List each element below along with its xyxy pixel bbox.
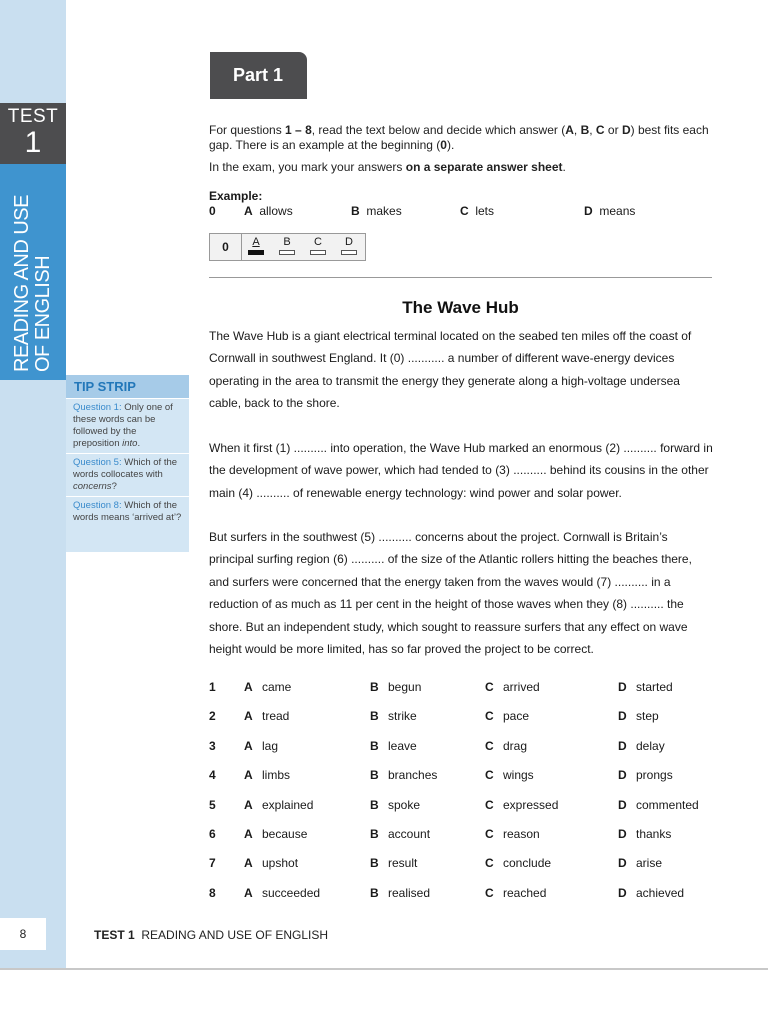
option-text-c: reason: [503, 827, 540, 841]
question-number: 6: [209, 827, 216, 841]
tip-item: [66, 496, 189, 527]
section-title-line2: OF ENGLISH: [32, 255, 54, 372]
tip-text: Only one of these words can be followed by the preposition: [73, 402, 173, 449]
option-letter: B: [351, 204, 360, 218]
answer-box-number: 0: [210, 234, 242, 260]
text-bold: A: [565, 123, 574, 137]
option-letter-a: A: [244, 885, 253, 900]
tip-emphasis: concerns: [73, 481, 112, 492]
option-letter-d: D: [618, 738, 627, 753]
text: ).: [446, 138, 455, 152]
answer-bubble-filled: [248, 250, 264, 255]
option-text-b: realised: [388, 885, 431, 900]
option-letter-b: B: [370, 797, 379, 812]
option-text-d: arise: [636, 856, 663, 871]
text: , read the text below and decide which answer (: [311, 123, 566, 137]
answer-bubble: [341, 250, 357, 255]
text-bold: 0: [440, 138, 447, 152]
part-label: Part 1: [210, 52, 307, 99]
option-text: lets: [475, 204, 495, 218]
text-bold: 1 – 8: [285, 123, 312, 137]
option-letter-d: D: [618, 768, 627, 783]
tip-item: [66, 453, 189, 496]
bottom-divider: [0, 968, 768, 970]
question-row: [209, 797, 714, 813]
tip-item: [66, 398, 189, 453]
option-letter-b: B: [370, 885, 379, 900]
option-letter-c: C: [485, 709, 494, 724]
option-text-c: reached: [503, 885, 547, 900]
tip-question: Question 8:: [73, 500, 122, 511]
tip-text-end: .: [137, 438, 141, 449]
text: ,: [589, 123, 596, 137]
option-text-b: spoke: [388, 797, 421, 812]
option-text-b: branches: [388, 768, 438, 783]
option-text-d: delay: [636, 738, 665, 753]
option-text-c: conclude: [503, 856, 552, 871]
option-text-b: strike: [388, 709, 417, 724]
option-letter-d: D: [618, 680, 627, 694]
question-row: [209, 767, 714, 783]
option-text-d: thanks: [636, 827, 672, 841]
tip-text: Which of the words means ‘arrived at’?: [73, 500, 182, 523]
option-letter-c: C: [485, 768, 494, 783]
question-number: 8: [209, 885, 216, 900]
option-text-c: drag: [503, 738, 528, 753]
page-number: 8: [0, 918, 46, 950]
option-letter-b: B: [370, 680, 379, 694]
question-number: 4: [209, 768, 216, 783]
option-letter-b: B: [370, 768, 379, 783]
option-letter-c: C: [485, 680, 494, 694]
tip-question: Question 5:: [73, 457, 122, 468]
test-tab: [0, 103, 66, 164]
tip-strip: [66, 375, 189, 552]
option-text-a: limbs: [262, 768, 291, 783]
option-text-a: lag: [262, 738, 279, 753]
question-row: [209, 826, 714, 842]
text: .: [562, 160, 566, 174]
option-text-d: step: [636, 709, 659, 724]
answer-sheet-example: [209, 233, 366, 261]
question-number: 3: [209, 738, 216, 753]
text: or: [604, 123, 622, 137]
option-text-a: came: [262, 680, 292, 694]
article-paragraph-1: The Wave Hub is a giant electrical terminal located on the seabed ten miles off the coast of Cornwall in southwest England. It (0) ........... a number of different wave-energy devices operating in the area to transmit the energy they generate along a high-voltage undersea cable, back to the shore.: [209, 329, 692, 411]
article-paragraph-2: When it first (1) .......... into operation, the Wave Hub marked an enormous (2) .......... forward in the development of wave power, which had tended to (3) .......... behind its cousins in the other main (4) .......... of renewable energy technology: wind power and solar power.: [209, 441, 713, 500]
instruction-line-2: [209, 160, 714, 175]
option-letter: A: [244, 204, 253, 218]
instruction-line-1: [209, 123, 714, 153]
answer-bubble: [279, 250, 295, 255]
option-text-a: upshot: [262, 856, 299, 871]
option-text-c: expressed: [503, 797, 559, 812]
question-row: [209, 738, 714, 754]
instructions: [209, 123, 714, 182]
page-footer: [94, 928, 328, 942]
option-letter-d: D: [618, 885, 627, 900]
text: ) best fits each gap. There is an example at the beginning (: [209, 123, 709, 152]
option-letter-d: D: [618, 797, 627, 812]
footer-test-label: TEST 1: [94, 928, 135, 942]
option-letter: D: [584, 204, 593, 218]
question-row: [209, 855, 714, 871]
option-text-c: wings: [503, 768, 534, 783]
example-number: 0: [209, 204, 216, 218]
option-letter-b: B: [370, 709, 379, 724]
option-text-c: arrived: [503, 680, 540, 694]
answer-letter: C: [314, 236, 322, 248]
option-letter-c: C: [485, 856, 494, 871]
article-paragraph-3: But surfers in the southwest (5) .......... concerns about the project. Cornwall is Britain’s principal surfing region (6) .......... of the size of the Atlantic rollers hitting the beaches there, and surfers were concerned that the energy taken from the waves would (7) .......... in a reduction of as much as 11 per cent in the height of those waves when they (8) .......... the shore. But an independent study, which sought to reassure surfers that any effect on wave height would be more limited, has so far proved the project to be correct.: [209, 530, 692, 657]
example-option-b: [351, 204, 402, 218]
option-letter-a: A: [244, 738, 253, 753]
test-number: 1: [24, 126, 42, 159]
option-letter-d: D: [618, 856, 627, 871]
option-letter-a: A: [244, 680, 253, 694]
text: For questions: [209, 123, 286, 137]
article-title: The Wave Hub: [402, 298, 519, 317]
option-letter-a: A: [244, 856, 253, 871]
example-option-a: [244, 204, 293, 218]
answer-box-option-a: [247, 236, 265, 255]
text-bold: C: [595, 123, 605, 137]
question-row: [209, 708, 714, 724]
option-letter-c: C: [485, 797, 494, 812]
section-title: [12, 172, 54, 372]
option-text-d: achieved: [636, 885, 685, 900]
option-text-d: started: [636, 680, 673, 694]
option-text: makes: [366, 204, 402, 218]
option-letter-c: C: [485, 885, 494, 900]
text: In the exam, you mark your answers: [209, 160, 406, 174]
option-letter-b: B: [370, 827, 379, 841]
option-letter-b: B: [370, 738, 379, 753]
option-letter-a: A: [244, 768, 253, 783]
question-row: [209, 679, 714, 695]
text-bold: B: [580, 123, 590, 137]
tip-text-end: ?: [111, 481, 117, 492]
option-text: allows: [259, 204, 293, 218]
text: ,: [573, 123, 581, 137]
question-row: [209, 885, 714, 901]
option-text-b: account: [388, 827, 431, 841]
option-text: means: [599, 204, 636, 218]
option-text-d: prongs: [636, 768, 673, 783]
test-word: TEST: [7, 106, 59, 127]
option-text-a: explained: [262, 797, 314, 812]
tip-emphasis: into: [122, 438, 138, 449]
option-text-b: result: [388, 856, 418, 871]
section-title-line1: READING AND USE: [11, 195, 33, 372]
option-letter-d: D: [618, 827, 627, 841]
tip-strip-heading: TIP STRIP: [66, 375, 189, 398]
option-letter-c: C: [485, 738, 494, 753]
option-text-d: commented: [636, 797, 699, 812]
divider: [209, 277, 712, 278]
option-letter-b: B: [370, 856, 379, 871]
answer-letter: D: [345, 236, 353, 248]
text-bold: D: [621, 123, 631, 137]
answer-box-option-b: [278, 236, 296, 255]
option-letter-c: C: [485, 827, 494, 841]
option-letter-d: D: [618, 709, 627, 724]
answer-bubble: [310, 250, 326, 255]
tip-text: Which of the words collocates with: [73, 457, 178, 480]
example-label: Example:: [209, 189, 263, 203]
option-letter-a: A: [244, 709, 253, 724]
option-text-b: begun: [388, 680, 422, 694]
answer-letter: B: [283, 236, 291, 248]
text-bold: on a separate answer sheet: [405, 160, 563, 174]
example-option-d: [584, 204, 635, 218]
option-text-c: pace: [503, 709, 530, 724]
tip-question: Question 1:: [73, 402, 122, 413]
question-number: 7: [209, 856, 216, 871]
answer-box-option-c: [309, 236, 327, 255]
answer-box-option-d: [340, 236, 358, 255]
option-letter-a: A: [244, 797, 253, 812]
question-number: 2: [209, 709, 216, 724]
question-number: 5: [209, 797, 216, 812]
question-number: 1: [209, 680, 216, 694]
option-letter: C: [460, 204, 469, 218]
option-text-a: succeeded: [262, 885, 321, 900]
footer-section-label: READING AND USE OF ENGLISH: [141, 928, 329, 942]
option-text-a: tread: [262, 709, 290, 724]
option-text-b: leave: [388, 738, 417, 753]
answer-letter: A: [252, 236, 260, 248]
option-text-a: because: [262, 827, 308, 841]
example-option-c: [460, 204, 494, 218]
option-letter-a: A: [244, 827, 253, 841]
